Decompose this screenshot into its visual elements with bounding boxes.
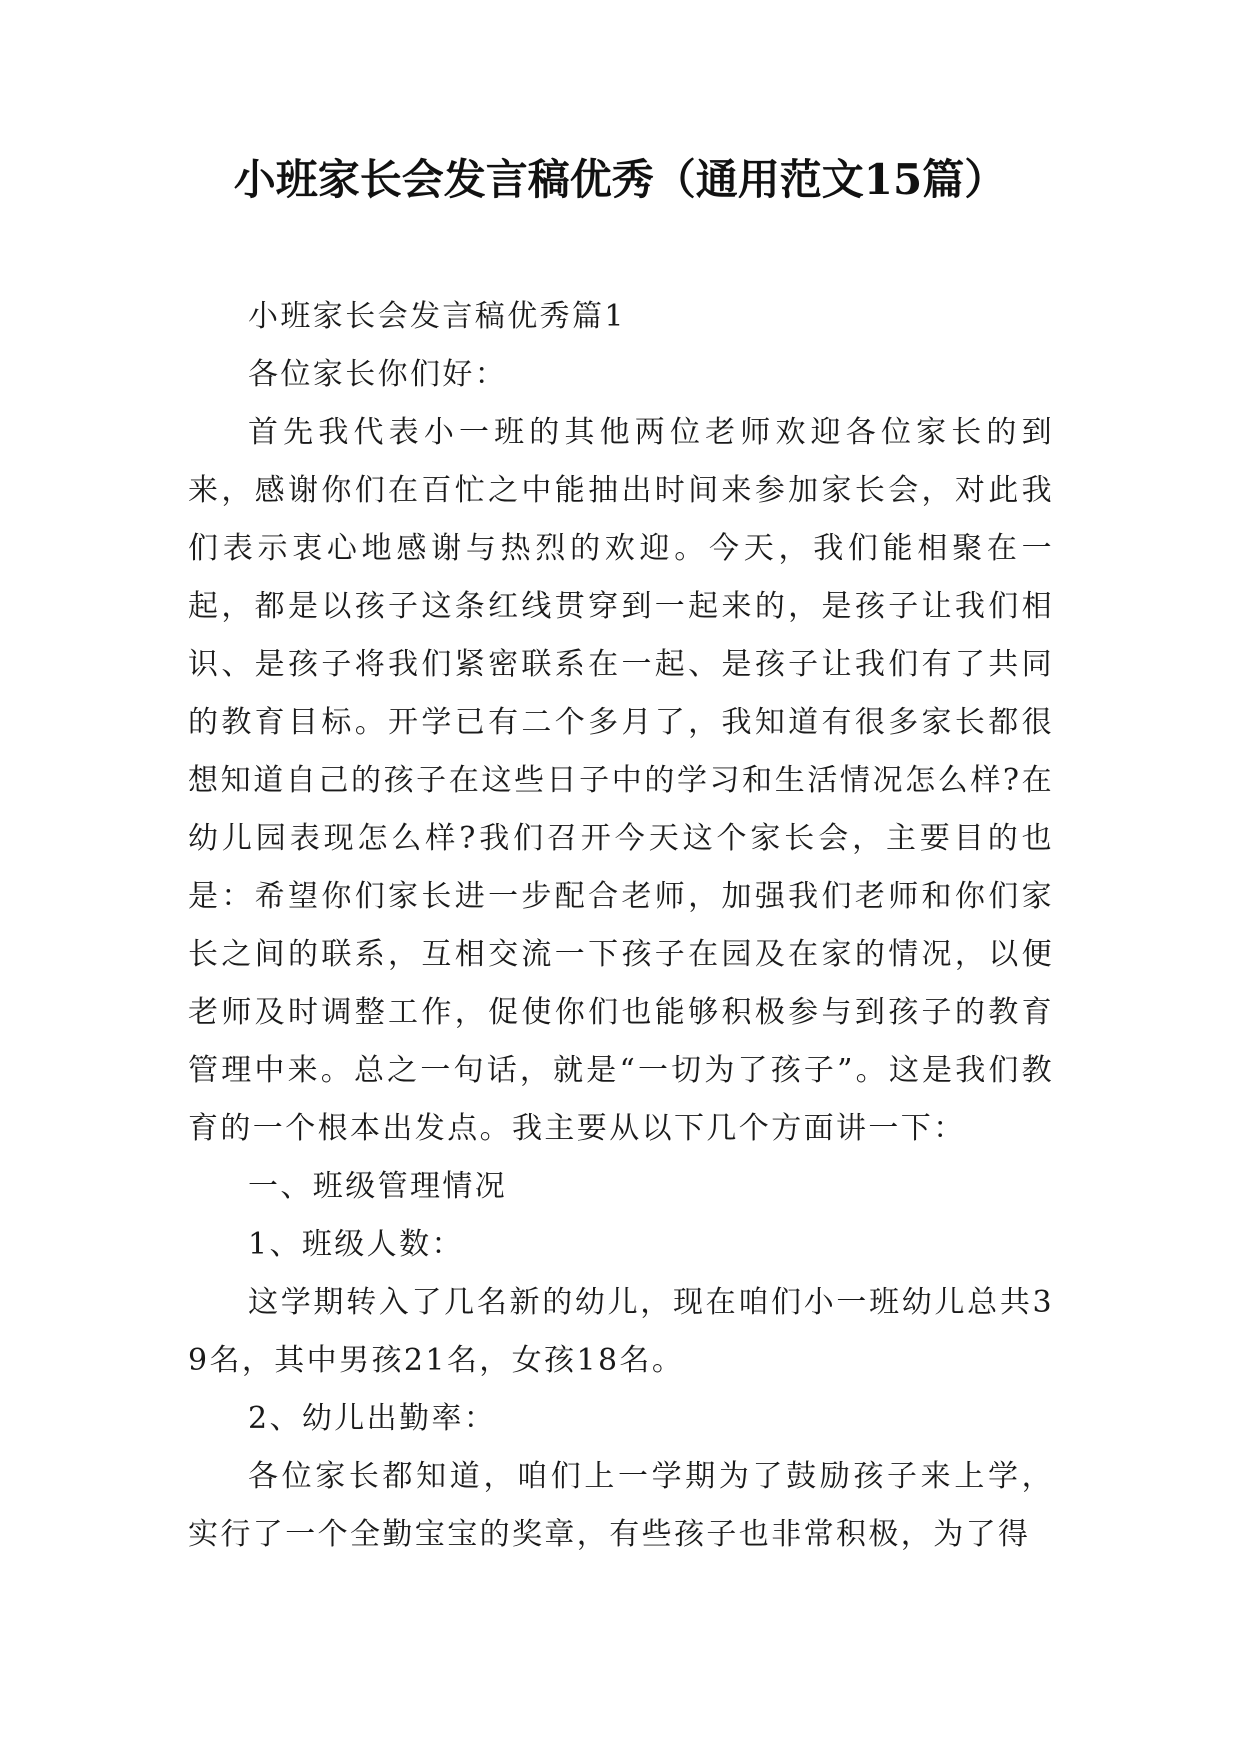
greeting-paragraph: 各位家长你们好： [248,357,508,392]
section-heading: 小班家长会发言稿优秀篇1 [248,299,626,334]
document-title: 小班家长会发言稿优秀（通用范文15篇） [233,155,1007,204]
subsection-heading: 一、班级管理情况 [248,1169,508,1204]
body-paragraph: 这学期转入了几名新的幼儿，现在咱们小一班幼儿总共39名，其中男孩21名，女孩18名。 [188,1285,1054,1378]
document-body [188,288,1054,1564]
item-heading: 2、幼儿出勤率： [248,1401,497,1436]
intro-paragraph: 首先我代表小一班的其他两位老师欢迎各位家长的到来，感谢你们在百忙之中能抽出时间来参加家长会，对此我们表示衷心地感谢与热烈的欢迎。今天，我们能相聚在一起，都是以孩子这条红线贯穿到一起来的，是孩子让我们相识、是孩子将我们紧密联系在一起、是孩子让我们有了共同的教育目标。开学已有二个多月了，我知道有很多家长都很想知道自己的孩子在这些日子中的学习和生活情况怎么样?在幼儿园表现怎么样?我们召开今天这个家长会，主要目的也是：希望你们家长进一步配合老师，加强我们老师和你们家长之间的联系，互相交流一下孩子在园及在家的情况，以便老师及时调整工作，促使你们也能够积极参与到孩子的教育管理中来。总之一句话，就是“一切为了孩子”。这是我们教育的一个根本出发点。我主要从以下几个方面讲一下： [188,415,1054,1146]
item-heading: 1、班级人数： [248,1227,464,1262]
body-paragraph: 各位家长都知道，咱们上一学期为了鼓励孩子来上学，实行了一个全勤宝宝的奖章，有些孩子也非常积极，为了得 [188,1459,1054,1552]
